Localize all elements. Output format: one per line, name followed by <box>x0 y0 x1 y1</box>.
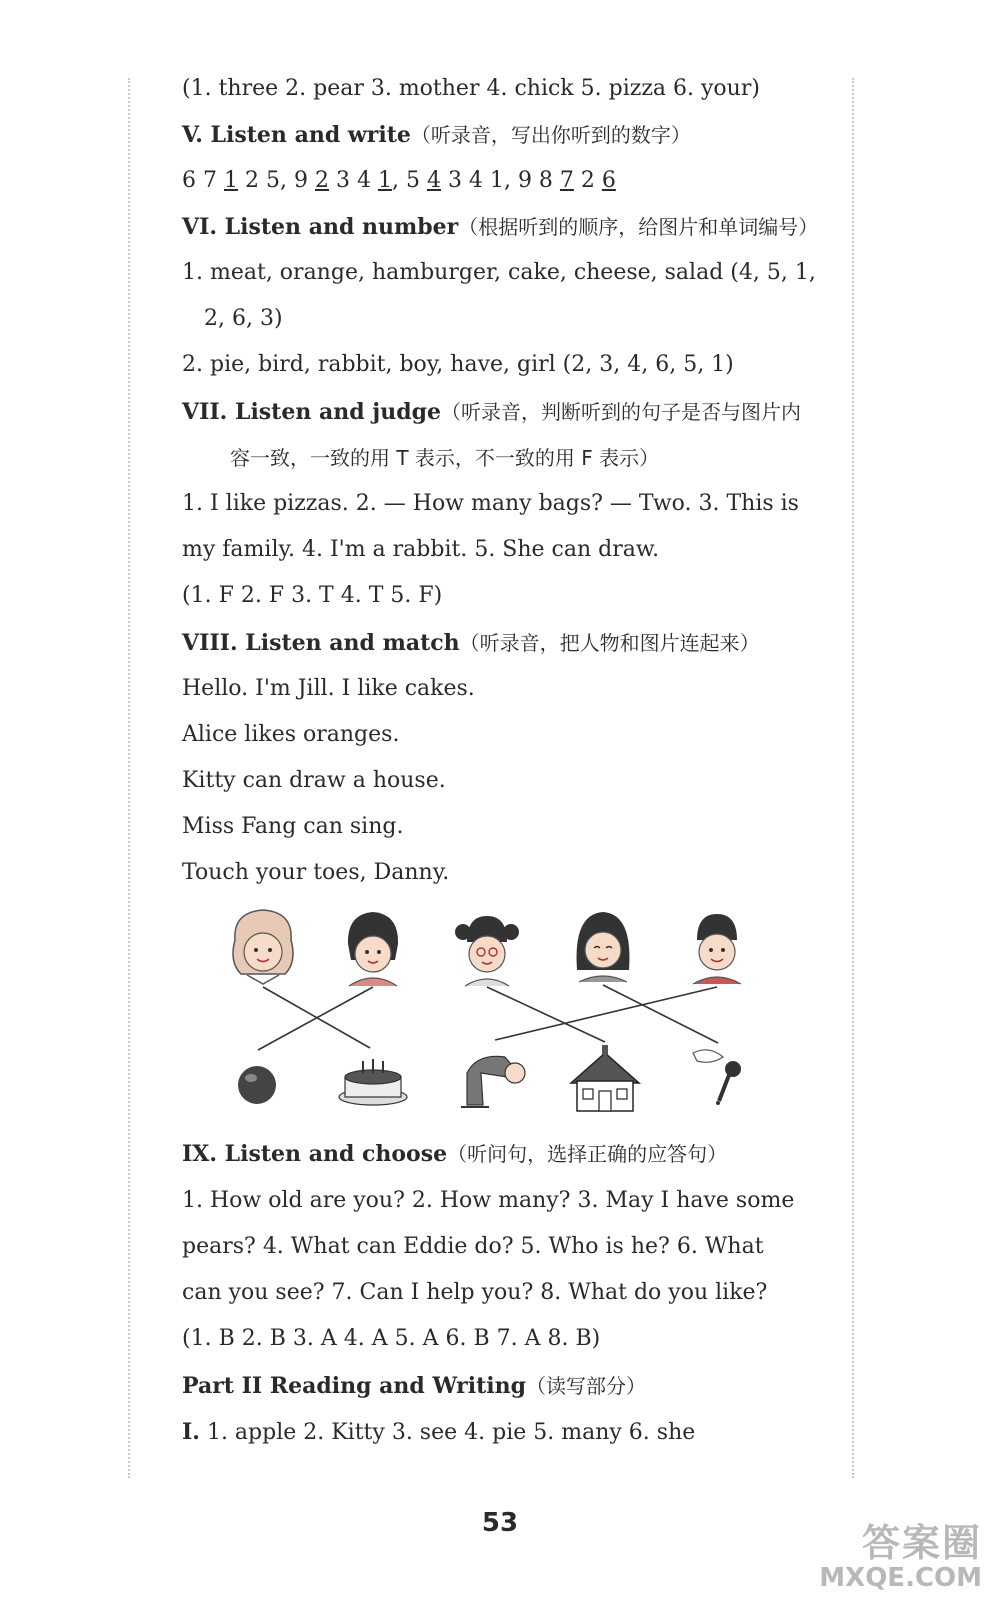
answer-line: I. 1. apple 2. Kitty 3. see 4. pie 5. many 6. she <box>182 1419 696 1445</box>
answer-line: 1. How old are you? 2. How many? 3. May I have some <box>182 1188 795 1213</box>
boy-face-icon <box>693 914 741 984</box>
answer-line: can you see? 7. Can I help you? 8. What do you like? <box>182 1280 768 1305</box>
girl-face-2-icon <box>348 912 398 986</box>
section-vii-heading-cont: 容一致，一致的用 T 表示，不一致的用 F 表示） <box>230 446 660 470</box>
touching-toes-icon <box>461 1056 525 1107</box>
part-ii-heading: Part II Reading and Writing（读写部分） <box>182 1373 647 1399</box>
watermark-url: MXQE.COM <box>819 1563 982 1593</box>
girl-face-3-icon <box>455 916 519 986</box>
answer-line: 1. meat, orange, hamburger, cake, cheese, salad (4, 5, 1, <box>182 260 816 285</box>
match-line <box>603 985 718 1043</box>
section-vii-heading: VII. Listen and judge（听录音，判断听到的句子是否与图片内 <box>182 399 802 425</box>
answer-line: Hello. I'm Jill. I like cakes. <box>182 676 475 701</box>
answer-line: 2, 6, 3) <box>204 306 283 331</box>
answer-line: my family. 4. I'm a rabbit. 5. She can draw. <box>182 537 660 562</box>
watermark <box>819 1512 982 1593</box>
section-ix-heading: IX. Listen and choose（听问句，选择正确的应答句） <box>182 1141 728 1167</box>
match-line <box>495 987 717 1040</box>
answer-line: 1. I like pizzas. 2. — How many bags? — Two. 3. This is <box>182 491 799 516</box>
answer-line: 2. pie, bird, rabbit, boy, have, girl (2, 3, 4, 6, 5, 1) <box>182 352 734 377</box>
house-icon <box>571 1045 639 1111</box>
watermark-logo-text: 答案圈 <box>861 1521 982 1565</box>
section-viii-heading: VIII. Listen and match（听录音，把人物和图片连起来） <box>182 630 760 656</box>
match-line <box>487 987 605 1042</box>
answer-line: (1. F 2. F 3. T 4. T 5. F) <box>182 583 443 608</box>
left-margin-dotted-line <box>128 78 130 1478</box>
girl-face-4-icon <box>577 912 630 982</box>
answer-line: (1. B 2. B 3. A 4. A 5. A 6. B 7. A 8. B) <box>182 1326 601 1351</box>
answer-line: Alice likes oranges. <box>182 722 400 747</box>
orange-icon <box>238 1066 276 1104</box>
answer-line: Miss Fang can sing. <box>182 814 404 839</box>
answer-line: Kitty can draw a house. <box>182 768 446 793</box>
section-vi-heading: VI. Listen and number（根据听到的顺序，给图片和单词编号） <box>182 214 819 240</box>
girl-face-1-icon <box>233 910 293 984</box>
microphone-icon <box>693 1050 741 1105</box>
answer-line: pears? 4. What can Eddie do? 5. Who is he? 6. What <box>182 1234 764 1259</box>
answer-line: (1. three 2. pear 3. mother 4. chick 5. pizza 6. your) <box>182 76 760 101</box>
matching-illustration <box>225 905 785 1130</box>
cake-icon <box>339 1059 407 1105</box>
answer-line: Touch your toes, Danny. <box>182 860 450 885</box>
numbers-line: 6 7 1 2 5, 9 2 3 4 1, 5 4 3 4 1, 9 8 7 2 6 <box>182 168 616 193</box>
right-margin-dotted-line <box>852 78 854 1478</box>
section-v-heading: V. Listen and write（听录音，写出你听到的数字） <box>182 122 691 148</box>
page-number: 53 <box>481 1508 519 1538</box>
